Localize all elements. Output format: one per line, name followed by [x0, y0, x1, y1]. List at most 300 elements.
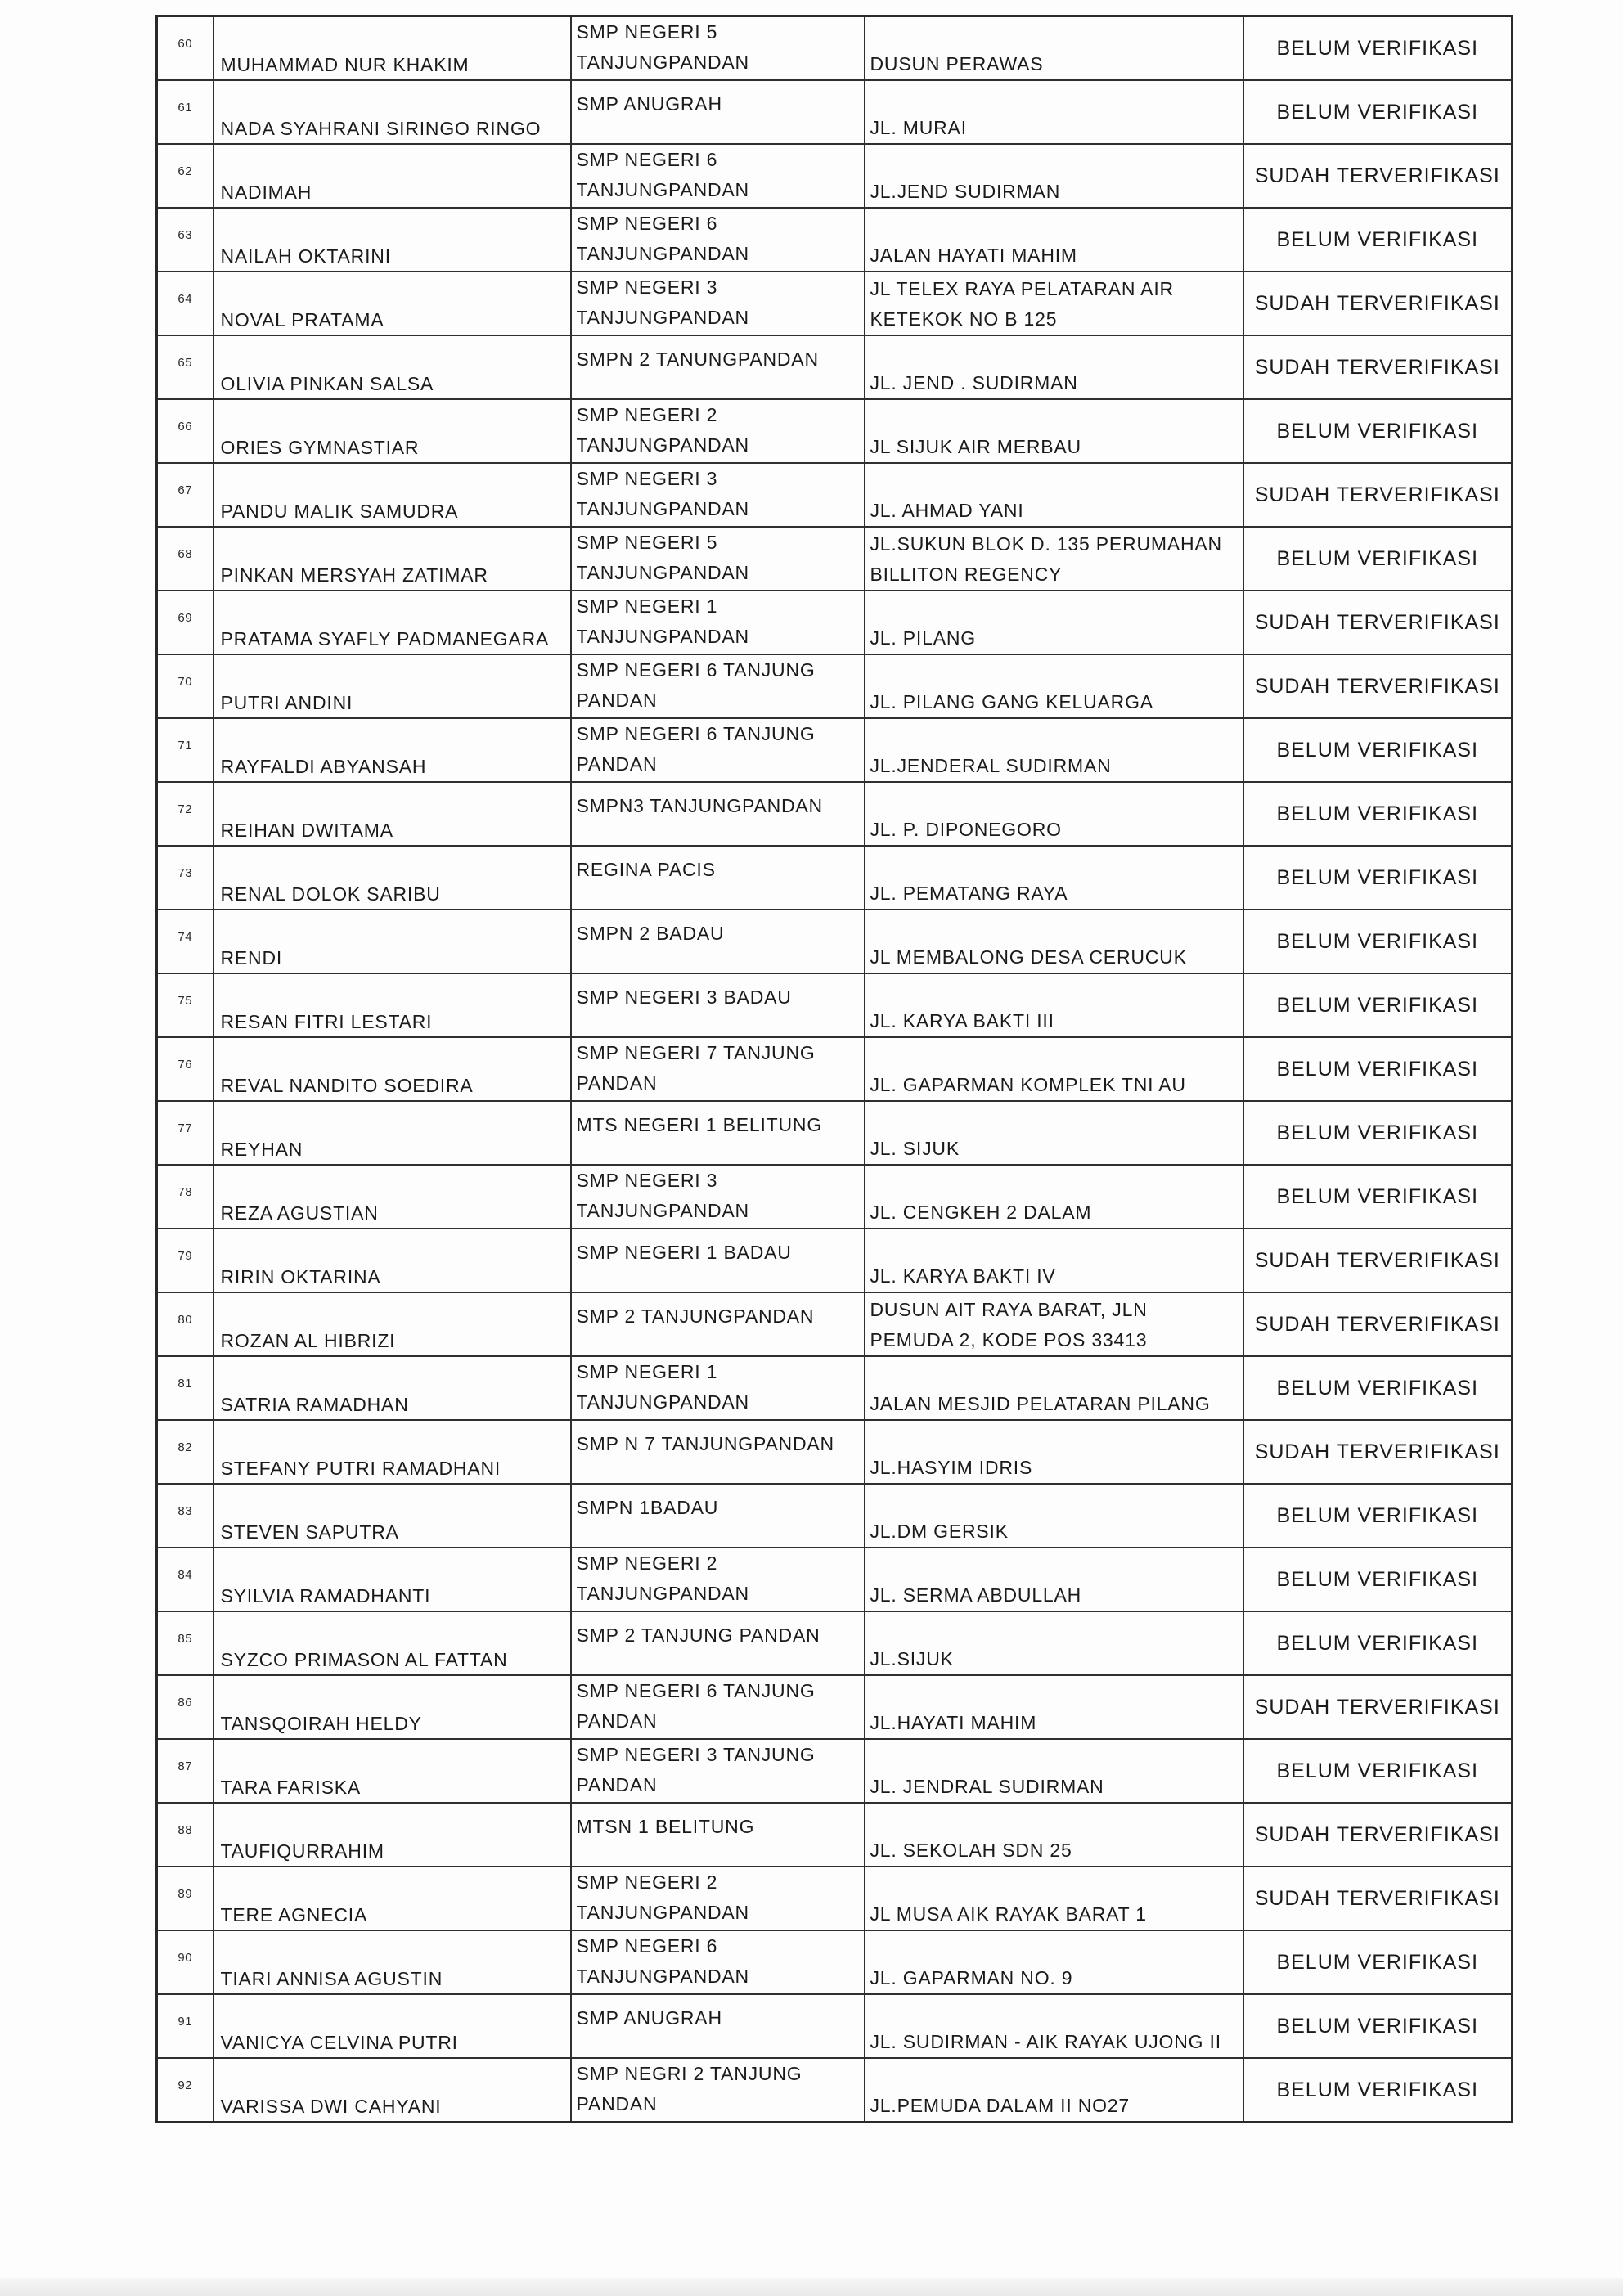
table-row [157, 846, 1513, 910]
school-cell [571, 1356, 865, 1420]
school-name-line: SMP NEGERI 6 [576, 1935, 718, 1957]
row-number: 89 [178, 1886, 193, 1901]
verification-status: BELUM VERIFIKASI [1243, 1930, 1513, 1994]
school-cell [571, 1101, 865, 1165]
table-row [157, 1867, 1513, 1930]
student-name: NADIMAH [214, 144, 571, 208]
table-row [157, 718, 1513, 782]
verification-status: BELUM VERIFIKASI [1243, 846, 1513, 910]
school-cell [571, 654, 865, 718]
verification-status: BELUM VERIFIKASI [1243, 718, 1513, 782]
address-line: JL. GAPARMAN KOMPLEK TNI AU [870, 1074, 1186, 1095]
verification-status: BELUM VERIFIKASI [1243, 1484, 1513, 1548]
student-name: PANDU MALIK SAMUDRA [214, 463, 571, 527]
school-name-line: TANJUNGPANDAN [576, 52, 749, 73]
address-cell [865, 1165, 1243, 1229]
verification-status: BELUM VERIFIKASI [1243, 2058, 1513, 2123]
address-cell [865, 144, 1243, 208]
school-name-line: TANJUNGPANDAN [576, 1966, 749, 1987]
row-number: 66 [178, 419, 193, 434]
address-line: JL. SUDIRMAN - AIK RAYAK UJONG II [870, 2031, 1221, 2052]
school-cell [571, 1548, 865, 1611]
verification-status: SUDAH TERVERIFIKASI [1243, 463, 1513, 527]
address-cell [865, 1292, 1243, 1356]
row-number: 78 [178, 1184, 193, 1199]
school-cell [571, 527, 865, 591]
school-name-line: SMP NEGERI 7 TANJUNG [576, 1042, 816, 1063]
school-name-line: TANJUNGPANDAN [576, 1391, 749, 1413]
address-line: JL. PEMATANG RAYA [870, 883, 1068, 904]
school-name-line: SMP NEGERI 6 TANJUNG [576, 1680, 816, 1701]
verification-status: SUDAH TERVERIFIKASI [1243, 1803, 1513, 1867]
verification-status: SUDAH TERVERIFIKASI [1243, 272, 1513, 335]
row-number-cell [157, 910, 214, 973]
row-number: 75 [178, 993, 193, 1008]
table-row [157, 1356, 1513, 1420]
row-number-cell [157, 1420, 214, 1484]
row-number: 77 [178, 1121, 193, 1135]
school-cell [571, 1420, 865, 1484]
school-name-line: PANDAN [576, 2093, 658, 2114]
row-number: 88 [178, 1822, 193, 1837]
verification-status: SUDAH TERVERIFIKASI [1243, 1867, 1513, 1930]
verification-status: BELUM VERIFIKASI [1243, 782, 1513, 846]
school-name-line: PANDAN [576, 1072, 658, 1094]
table-row [157, 272, 1513, 335]
verification-status: BELUM VERIFIKASI [1243, 399, 1513, 463]
row-number: 60 [178, 36, 193, 51]
row-number-cell [157, 1356, 214, 1420]
student-name: RENDI [214, 910, 571, 973]
school-name-line: TANJUNGPANDAN [576, 1902, 749, 1923]
table-row [157, 2058, 1513, 2123]
table-row [157, 1548, 1513, 1611]
row-number-cell [157, 2058, 214, 2123]
verification-status: SUDAH TERVERIFIKASI [1243, 654, 1513, 718]
student-name: REZA AGUSTIAN [214, 1165, 571, 1229]
school-cell [571, 1803, 865, 1867]
school-name-line: SMP ANUGRAH [576, 93, 722, 115]
school-cell [571, 1229, 865, 1292]
address-cell [865, 1229, 1243, 1292]
row-number-cell [157, 1739, 214, 1803]
table-row [157, 527, 1513, 591]
verification-status: BELUM VERIFIKASI [1243, 1548, 1513, 1611]
school-cell [571, 782, 865, 846]
address-cell [865, 654, 1243, 718]
student-name: TERE AGNECIA [214, 1867, 571, 1930]
verification-status: BELUM VERIFIKASI [1243, 1037, 1513, 1101]
row-number-cell [157, 654, 214, 718]
school-name-line: SMP NEGERI 1 [576, 1361, 718, 1382]
row-number-cell [157, 527, 214, 591]
address-cell [865, 591, 1243, 654]
school-cell [571, 1675, 865, 1739]
table-body [157, 16, 1513, 2123]
student-name: RAYFALDI ABYANSAH [214, 718, 571, 782]
address-cell [865, 1803, 1243, 1867]
student-name: PRATAMA SYAFLY PADMANEGARA [214, 591, 571, 654]
school-name-line: SMP NEGERI 6 [576, 213, 718, 234]
row-number: 65 [178, 355, 193, 370]
table-row [157, 80, 1513, 144]
student-name: OLIVIA PINKAN SALSA [214, 335, 571, 399]
address-cell [865, 1611, 1243, 1675]
verification-status: SUDAH TERVERIFIKASI [1243, 1675, 1513, 1739]
school-name-line: SMPN3 TANJUNGPANDAN [576, 795, 823, 816]
student-name: PINKAN MERSYAH ZATIMAR [214, 527, 571, 591]
address-line: JL. JEND . SUDIRMAN [870, 372, 1078, 393]
school-cell [571, 1739, 865, 1803]
address-cell [865, 272, 1243, 335]
verification-status: BELUM VERIFIKASI [1243, 527, 1513, 591]
student-name: SYILVIA RAMADHANTI [214, 1548, 571, 1611]
row-number: 80 [178, 1312, 193, 1327]
school-name-line: SMP NEGERI 6 TANJUNG [576, 723, 816, 744]
school-cell [571, 718, 865, 782]
school-name-line: TANJUNGPANDAN [576, 626, 749, 647]
school-cell [571, 80, 865, 144]
row-number-cell [157, 1867, 214, 1930]
address-line: JL. PILANG GANG KELUARGA [870, 691, 1153, 712]
school-cell [571, 973, 865, 1037]
address-cell [865, 1037, 1243, 1101]
student-name: TARA FARISKA [214, 1739, 571, 1803]
student-name: RENAL DOLOK SARIBU [214, 846, 571, 910]
row-number: 85 [178, 1631, 193, 1646]
student-name: VANICYA CELVINA PUTRI [214, 1994, 571, 2058]
row-number: 79 [178, 1248, 193, 1263]
school-name-line: SMP NEGERI 2 [576, 1552, 718, 1574]
school-name-line: TANJUNGPANDAN [576, 1583, 749, 1604]
school-cell [571, 1292, 865, 1356]
table-row [157, 1229, 1513, 1292]
address-cell [865, 1548, 1243, 1611]
row-number-cell [157, 208, 214, 272]
table-row [157, 1101, 1513, 1165]
student-name: REYHAN [214, 1101, 571, 1165]
row-number-cell [157, 80, 214, 144]
address-cell [865, 463, 1243, 527]
address-cell [865, 1420, 1243, 1484]
address-cell [865, 527, 1243, 591]
school-cell [571, 1484, 865, 1548]
row-number-cell [157, 16, 214, 81]
school-name-line: TANJUNGPANDAN [576, 179, 749, 200]
scan-edge-shadow [0, 2278, 1623, 2296]
school-name-line: SMP NEGERI 3 [576, 276, 718, 298]
address-cell [865, 399, 1243, 463]
address-line: JL MUSA AIK RAYAK BARAT 1 [870, 1903, 1147, 1925]
address-cell [865, 1101, 1243, 1165]
address-line: BILLITON REGENCY [870, 564, 1063, 585]
address-line: DUSUN AIT RAYA BARAT, JLN [870, 1299, 1148, 1320]
student-verification-table [155, 15, 1513, 2123]
table-row [157, 1930, 1513, 1994]
row-number: 74 [178, 929, 193, 944]
address-cell [865, 1739, 1243, 1803]
address-cell [865, 910, 1243, 973]
address-line: JL. CENGKEH 2 DALAM [870, 1202, 1092, 1223]
address-cell [865, 1867, 1243, 1930]
table-row [157, 1484, 1513, 1548]
school-name-line: SMP NEGERI 3 [576, 1170, 718, 1191]
school-cell [571, 1867, 865, 1930]
school-cell [571, 463, 865, 527]
school-cell [571, 910, 865, 973]
student-name: TANSQOIRAH HELDY [214, 1675, 571, 1739]
address-cell [865, 782, 1243, 846]
address-cell [865, 1930, 1243, 1994]
school-name-line: SMP NEGERI 1 BADAU [576, 1242, 792, 1263]
school-cell [571, 1611, 865, 1675]
address-cell [865, 335, 1243, 399]
row-number-cell [157, 973, 214, 1037]
table-row [157, 1739, 1513, 1803]
school-name-line: PANDAN [576, 690, 658, 711]
school-cell [571, 1930, 865, 1994]
table-row [157, 463, 1513, 527]
table-row [157, 1675, 1513, 1739]
table-row [157, 591, 1513, 654]
table-row [157, 910, 1513, 973]
address-line: JALAN MESJID PELATARAN PILANG [870, 1393, 1211, 1414]
row-number-cell [157, 1994, 214, 2058]
row-number: 71 [178, 738, 193, 753]
address-cell [865, 973, 1243, 1037]
school-name-line: SMP NEGERI 3 BADAU [576, 986, 792, 1008]
address-cell [865, 16, 1243, 81]
address-line: JL.JEND SUDIRMAN [870, 181, 1061, 202]
school-name-line: SMP NEGERI 3 TANJUNG [576, 1744, 816, 1765]
student-name: STEVEN SAPUTRA [214, 1484, 571, 1548]
address-line: JL. KARYA BAKTI III [870, 1010, 1054, 1031]
address-line: JL. KARYA BAKTI IV [870, 1265, 1056, 1287]
verification-status: BELUM VERIFIKASI [1243, 910, 1513, 973]
row-number-cell [157, 1229, 214, 1292]
verification-status: SUDAH TERVERIFIKASI [1243, 144, 1513, 208]
table-row [157, 654, 1513, 718]
student-name: REIHAN DWITAMA [214, 782, 571, 846]
row-number: 67 [178, 483, 193, 497]
school-cell [571, 1165, 865, 1229]
student-name: ORIES GYMNASTIAR [214, 399, 571, 463]
table-row [157, 399, 1513, 463]
address-line: JL. P. DIPONEGORO [870, 819, 1062, 840]
row-number-cell [157, 1292, 214, 1356]
verification-status: BELUM VERIFIKASI [1243, 1994, 1513, 2058]
row-number-cell [157, 846, 214, 910]
address-cell [865, 718, 1243, 782]
verification-status: SUDAH TERVERIFIKASI [1243, 591, 1513, 654]
school-name-line: TANJUNGPANDAN [576, 307, 749, 328]
address-line: JL.SUKUN BLOK D. 135 PERUMAHAN [870, 533, 1222, 555]
student-name: TAUFIQURRAHIM [214, 1803, 571, 1867]
verification-status: BELUM VERIFIKASI [1243, 208, 1513, 272]
school-name-line: SMP NEGERI 1 [576, 595, 718, 617]
row-number-cell [157, 1484, 214, 1548]
address-line: JL. AHMAD YANI [870, 500, 1024, 521]
school-cell [571, 208, 865, 272]
school-name-line: SMP NEGRI 2 TANJUNG [576, 2063, 803, 2084]
student-name: SYZCO PRIMASON AL FATTAN [214, 1611, 571, 1675]
address-cell [865, 80, 1243, 144]
table-row [157, 1803, 1513, 1867]
verification-status: SUDAH TERVERIFIKASI [1243, 1292, 1513, 1356]
address-line: JL SIJUK AIR MERBAU [870, 436, 1081, 457]
row-number: 83 [178, 1503, 193, 1518]
table-row [157, 973, 1513, 1037]
row-number: 68 [178, 546, 193, 561]
address-line: JL. SEKOLAH SDN 25 [870, 1840, 1072, 1861]
row-number: 82 [178, 1440, 193, 1454]
school-name-line: SMP NEGERI 6 [576, 149, 718, 170]
school-name-line: SMP N 7 TANJUNGPANDAN [576, 1433, 834, 1454]
student-name: MUHAMMAD NUR KHAKIM [214, 16, 571, 81]
student-name: NOVAL PRATAMA [214, 272, 571, 335]
school-cell [571, 1994, 865, 2058]
verification-status: SUDAH TERVERIFIKASI [1243, 1229, 1513, 1292]
address-cell [865, 208, 1243, 272]
row-number-cell [157, 1930, 214, 1994]
row-number-cell [157, 1101, 214, 1165]
table-row [157, 1994, 1513, 2058]
address-line: JL.SIJUK [870, 1648, 954, 1669]
address-line: JL MEMBALONG DESA CERUCUK [870, 946, 1187, 968]
school-name-line: REGINA PACIS [576, 859, 716, 880]
row-number: 81 [178, 1376, 193, 1391]
student-name: NAILAH OKTARINI [214, 208, 571, 272]
row-number-cell [157, 1675, 214, 1739]
address-line: JL. SERMA ABDULLAH [870, 1584, 1082, 1606]
school-cell [571, 591, 865, 654]
school-cell [571, 2058, 865, 2123]
school-name-line: PANDAN [576, 1710, 658, 1732]
address-cell [865, 1994, 1243, 2058]
row-number: 72 [178, 802, 193, 816]
school-name-line: SMP NEGERI 2 [576, 404, 718, 425]
school-cell [571, 1037, 865, 1101]
school-name-line: SMP 2 TANJUNGPANDAN [576, 1305, 815, 1327]
school-name-line: SMPN 1BADAU [576, 1497, 719, 1518]
row-number: 70 [178, 674, 193, 689]
verification-status: BELUM VERIFIKASI [1243, 1739, 1513, 1803]
row-number: 92 [178, 2078, 193, 2092]
table-row [157, 16, 1513, 81]
school-name-line: SMP NEGERI 2 [576, 1871, 718, 1893]
address-line: JL.DM GERSIK [870, 1521, 1009, 1542]
student-name: REVAL NANDITO SOEDIRA [214, 1037, 571, 1101]
school-name-line: TANJUNGPANDAN [576, 243, 749, 264]
row-number-cell [157, 1611, 214, 1675]
address-line: JL. MURAI [870, 117, 967, 138]
verification-status: BELUM VERIFIKASI [1243, 1611, 1513, 1675]
table-row [157, 782, 1513, 846]
row-number: 90 [178, 1950, 193, 1965]
row-number-cell [157, 144, 214, 208]
verification-status: SUDAH TERVERIFIKASI [1243, 335, 1513, 399]
row-number: 91 [178, 2014, 193, 2029]
school-cell [571, 144, 865, 208]
address-cell [865, 1675, 1243, 1739]
table-row [157, 208, 1513, 272]
row-number-cell [157, 335, 214, 399]
row-number-cell [157, 1803, 214, 1867]
table-row [157, 144, 1513, 208]
table-row [157, 335, 1513, 399]
student-name: NADA SYAHRANI SIRINGO RINGO [214, 80, 571, 144]
address-line: JL.JENDERAL SUDIRMAN [870, 755, 1112, 776]
school-name-line: MTSN 1 BELITUNG [576, 1816, 755, 1837]
student-name: STEFANY PUTRI RAMADHANI [214, 1420, 571, 1484]
address-line: JL.PEMUDA DALAM II NO27 [870, 2095, 1130, 2116]
row-number: 69 [178, 610, 193, 625]
address-cell [865, 846, 1243, 910]
school-cell [571, 846, 865, 910]
student-name: RIRIN OKTARINA [214, 1229, 571, 1292]
school-name-line: MTS NEGERI 1 BELITUNG [576, 1114, 823, 1135]
school-name-line: SMP 2 TANJUNG PANDAN [576, 1624, 820, 1646]
table-row [157, 1420, 1513, 1484]
address-line: JL. PILANG [870, 627, 976, 649]
row-number-cell [157, 718, 214, 782]
row-number-cell [157, 1165, 214, 1229]
school-name-line: TANJUNGPANDAN [576, 434, 749, 456]
row-number: 73 [178, 865, 193, 880]
school-cell [571, 272, 865, 335]
school-name-line: TANJUNGPANDAN [576, 1200, 749, 1221]
address-line: PEMUDA 2, KODE POS 33413 [870, 1329, 1148, 1350]
table-row [157, 1165, 1513, 1229]
school-name-line: PANDAN [576, 1774, 658, 1795]
address-line: JALAN HAYATI MAHIM [870, 245, 1077, 266]
school-name-line: SMP NEGERI 5 [576, 532, 718, 553]
row-number-cell [157, 463, 214, 527]
school-cell [571, 399, 865, 463]
row-number: 76 [178, 1057, 193, 1072]
table-row [157, 1292, 1513, 1356]
student-name: ROZAN AL HIBRIZI [214, 1292, 571, 1356]
address-line: JL. JENDRAL SUDIRMAN [870, 1776, 1104, 1797]
student-name: SATRIA RAMADHAN [214, 1356, 571, 1420]
student-name: PUTRI ANDINI [214, 654, 571, 718]
table-row [157, 1611, 1513, 1675]
row-number: 86 [178, 1695, 193, 1710]
address-line: JL TELEX RAYA PELATARAN AIR [870, 278, 1174, 299]
school-name-line: SMPN 2 BADAU [576, 923, 725, 944]
school-cell [571, 335, 865, 399]
address-line: JL. SIJUK [870, 1138, 960, 1159]
school-name-line: TANJUNGPANDAN [576, 498, 749, 519]
school-name-line: SMP NEGERI 6 TANJUNG [576, 659, 816, 681]
row-number: 87 [178, 1759, 193, 1773]
row-number: 61 [178, 100, 193, 115]
row-number: 84 [178, 1567, 193, 1582]
row-number: 63 [178, 227, 193, 242]
row-number-cell [157, 782, 214, 846]
row-number-cell [157, 1037, 214, 1101]
school-name-line: TANJUNGPANDAN [576, 562, 749, 583]
table-row [157, 1037, 1513, 1101]
address-line: JL.HAYATI MAHIM [870, 1712, 1037, 1733]
verification-status: BELUM VERIFIKASI [1243, 1165, 1513, 1229]
verification-status: SUDAH TERVERIFIKASI [1243, 1420, 1513, 1484]
school-name-line: SMP NEGERI 3 [576, 468, 718, 489]
verification-status: BELUM VERIFIKASI [1243, 16, 1513, 81]
school-name-line: SMPN 2 TANUNGPANDAN [576, 348, 819, 370]
school-name-line: SMP NEGERI 5 [576, 21, 718, 43]
school-name-line: SMP ANUGRAH [576, 2007, 722, 2029]
